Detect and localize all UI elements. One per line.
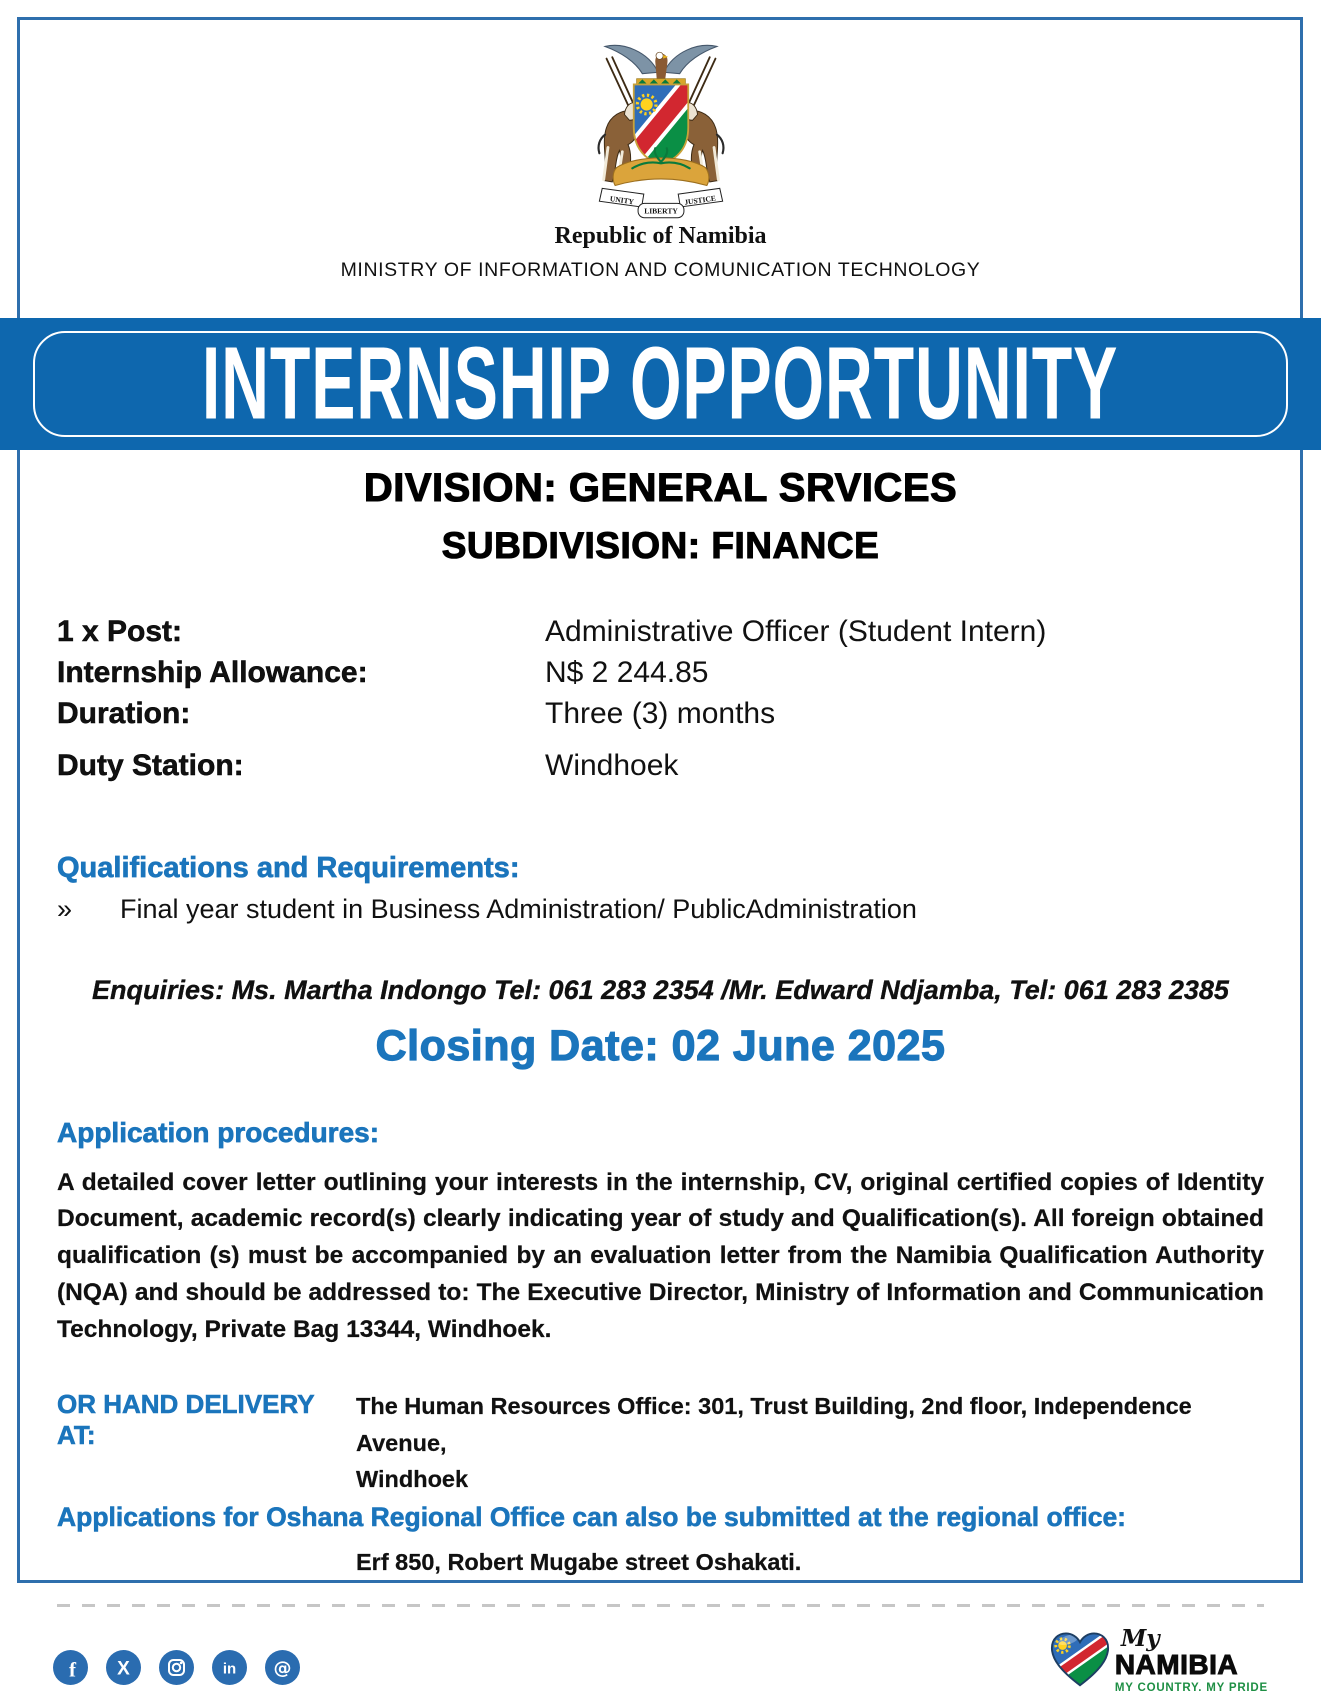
header	[0, 0, 1321, 282]
motto-liberty: LIBERTY	[643, 206, 678, 216]
bullet-marker: »	[57, 893, 73, 924]
footer	[53, 1624, 1268, 1694]
logo-text	[1114, 1624, 1268, 1694]
threads-icon[interactable]	[265, 1650, 300, 1685]
oshana-note: Applications for Oshana Regional Office can also be submitted at the regional office:	[57, 1501, 1127, 1532]
enquiries-line: Enquiries: Ms. Martha Indongo Tel: 061 283 2354 /Mr. Edward Ndjamba, Tel: 061 283 2385	[92, 974, 1229, 1005]
motto-ribbon	[599, 188, 722, 217]
dashed-divider	[57, 1604, 1264, 1607]
detail-row-duty-station	[57, 745, 1264, 786]
detail-row-post	[57, 611, 1264, 652]
qualification-text: Final year student in Business Administration/ PublicAdministration	[120, 893, 917, 924]
shield-icon	[628, 80, 695, 170]
hand-delivery-address-line2: Windhoek	[356, 1466, 469, 1493]
qualifications-section	[57, 852, 1264, 925]
application-procedures-heading: Application procedures:	[57, 1116, 380, 1148]
svg-text:X: X	[117, 1658, 130, 1680]
application-procedures-body: A detailed cover letter outlining your interests in the internship, CV, original certified copies of Identity Document, academic record(s) clearly indicating year of study and Qualification(s). All foreign obtained qualification (s) must be accompanied by an evaluation letter from the Namibia Qualification Authority (NQA) and should be addressed to: The Executive Director, Ministry of Information and Communication Technology, Private Bag 13344, Windhoek.	[57, 1168, 1264, 1343]
hand-delivery-label: OR HAND DELIVERY AT:	[57, 1389, 315, 1451]
my-namibia-logo	[1049, 1624, 1268, 1694]
detail-row-duration	[57, 693, 1264, 734]
detail-label: 1 x Post:	[57, 614, 183, 648]
hand-delivery-row	[57, 1388, 1264, 1497]
closing-date: Closing Date: 02 June 2025	[375, 1021, 946, 1070]
title-banner-inner-border	[33, 324, 1288, 442]
social-icons	[53, 1650, 300, 1685]
page-title: INTERNSHIP OPPORTUNITY	[202, 324, 1119, 442]
title-banner	[0, 318, 1321, 450]
svg-text:@: @	[273, 1657, 292, 1679]
ministry-title: MINISTRY OF INFORMATION AND COMUNICATION TECHNOLOGY	[340, 258, 981, 281]
division-block	[0, 466, 1321, 567]
x-icon[interactable]	[106, 1650, 141, 1685]
subdivision-line: SUBDIVISION: FINANCE	[441, 524, 880, 566]
logo-my: My	[1120, 1624, 1160, 1652]
logo-tagline: MY COUNTRY. MY PRIDE	[1114, 1681, 1268, 1694]
hand-delivery-address-line1: The Human Resources Office: 301, Trust Building, 2nd floor, Independence Avenue,	[356, 1393, 1192, 1456]
regional-address: Erf 850, Robert Mugabe street Oshakati.	[356, 1548, 802, 1575]
svg-text:in: in	[222, 1660, 237, 1678]
linkedin-icon[interactable]	[212, 1650, 247, 1685]
qualification-item	[57, 894, 1264, 925]
detail-value: N$ 2 244.85	[545, 655, 709, 689]
hand-delivery-address	[356, 1388, 1264, 1497]
application-procedures-section	[57, 1117, 1264, 1349]
detail-label: Duty Station:	[57, 748, 244, 782]
detail-label: Internship Allowance:	[57, 655, 368, 689]
svg-text:f: f	[69, 1657, 76, 1682]
motto-justice: JUSTICE	[683, 193, 716, 207]
delivery-section	[57, 1388, 1264, 1575]
republic-title: Republic of Namibia	[554, 222, 767, 249]
detail-value: Windhoek	[545, 748, 679, 782]
fish-eagle-icon	[605, 45, 717, 78]
namibia-coat-of-arms-icon	[575, 40, 747, 221]
logo-name: NAMIBIA	[1114, 1648, 1239, 1680]
division-line: DIVISION: GENERAL SRVICES	[363, 465, 958, 510]
instagram-icon[interactable]	[159, 1650, 194, 1685]
facebook-icon[interactable]	[53, 1650, 88, 1685]
detail-value: Administrative Officer (Student Intern)	[545, 614, 1047, 648]
detail-value: Three (3) months	[545, 696, 776, 730]
motto-unity: UNITY	[608, 194, 635, 207]
post-details	[57, 611, 1264, 786]
detail-label: Duration:	[57, 696, 191, 730]
namibia-heart-icon	[1049, 1631, 1111, 1689]
detail-row-allowance	[57, 652, 1264, 693]
qualifications-heading: Qualifications and Requirements:	[57, 851, 520, 884]
